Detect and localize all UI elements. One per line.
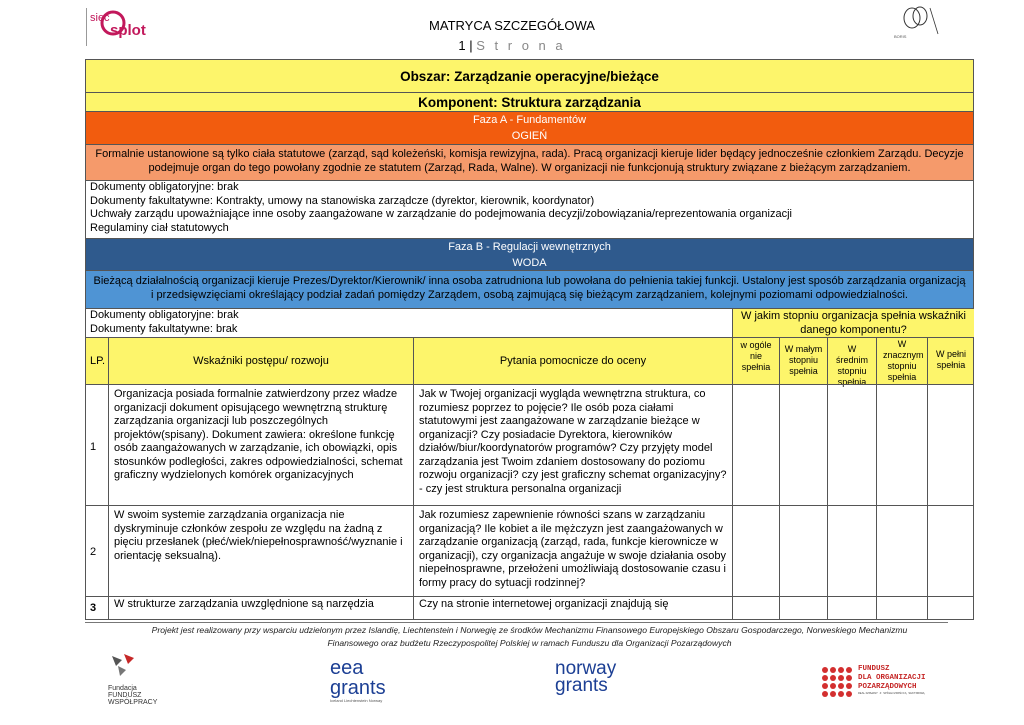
rating-cell[interactable] (732, 597, 779, 620)
row-indicator: W swoim systemie zarządzania organizacja nie dyskryminuje członków zespołu ze względu na żadną z pięciu przesłanek (płeć/wiek/niepełnosprawność/wyznanie i orientację seksualną). (108, 506, 413, 596)
phase-a-doc-line: Uchwały zarządu upoważniające inne osoby zaangażowane w zarządzanie do podejmowania decyzji/zobowiązania/reprezentowania organizacji (90, 208, 792, 220)
eea-logo-subtitle: Iceland Liechtenstein Norway (330, 698, 383, 703)
fundusz-wspolpracy-icon (108, 652, 144, 680)
rating-cell[interactable] (876, 506, 927, 596)
row-question: Czy na stronie internetowej organizacji znajdują się (413, 597, 732, 620)
column-lp: LP. (90, 355, 106, 367)
area-heading (85, 59, 974, 92)
rating-cell[interactable] (827, 597, 876, 620)
fundusz-wspolpracy-logo (108, 652, 178, 710)
fundusz-ngo-line-2: DLA ORGANIZACJI (858, 674, 926, 682)
phase-a-doc-line: Regulaminy ciał statutowych (90, 221, 229, 234)
column-indicators: Wskaźniki postępu/ rozwoju (108, 338, 413, 384)
rating-cell[interactable] (779, 597, 827, 620)
boris-logo (894, 4, 944, 44)
rating-cell[interactable] (779, 385, 827, 505)
rating-cell[interactable] (779, 506, 827, 596)
phase-b-heading (85, 238, 974, 270)
phase-a-element: OGIEŃ (511, 129, 548, 142)
fundusz-ngo-icon (820, 665, 854, 699)
row-lp: 2 (90, 546, 97, 558)
norway-logo-line-2: grants (555, 675, 608, 696)
rating-cell[interactable] (876, 597, 927, 620)
norway-logo-line-1: norway (555, 658, 617, 679)
phase-a-description: Formalnie ustanowione są tylko ciała statutowe (zarząd, sąd koleżeński, komisja rewizyjna, rada). Pracą organizacji kieruje lider będący jednocześnie członkiem Zarządu. Decyzje podejmuje organ do tego powołany zgodnie ze statutem (Zarząd, Rada, Walne). W organizacji nie funkcjonują struktury związane z bieżącym zarządzaniem. (85, 144, 974, 180)
page-label: S t r o n a (476, 38, 566, 53)
boris-logo-icon (894, 4, 944, 36)
funding-line-1: Projekt jest realizowany przy wsparciu udzielonym przez Islandię, Liechtenstein i Norwegię ze środków Mechanizmu Finansowego Europejskiego Obszaru Gospodarczego, Norweskiego Mechanizmu (151, 625, 908, 635)
rating-cell[interactable] (827, 385, 876, 505)
fundusz-ngo-line-1: FUNDUSZ (858, 665, 890, 673)
table-row (85, 596, 974, 620)
row-question: Jak w Twojej organizacji wygląda wewnętrzna struktura, co rozumiesz poprzez to pojęcie? Ile osób poza ciałami statutowymi jest zaangażowane w zarządzanie bieżące w organizacji? Czy posiadacie Dyrektora, kierowników działów/biur/koordynatorów programów? Czy przyjęty model zarządzania jest Twoim zdaniem dostosowany do poziomu rozwoju organizacji? czy jest graficzny schemat organizacyjny? - czy jest struktura personalna organizacji (413, 385, 732, 505)
row-lp: 1 (90, 441, 97, 453)
phase-b-element: WODA (512, 256, 547, 269)
phase-a-doc-line: Dokumenty obligatoryjne: brak (90, 181, 239, 193)
logo-left-top-text: sieć (90, 12, 110, 24)
logo-divider (86, 8, 87, 46)
siec-splot-logo (86, 8, 166, 46)
rating-cell[interactable] (927, 506, 974, 596)
eea-logo-line-1: eea (330, 657, 364, 679)
page-separator: | (469, 38, 473, 53)
fundusz-ngo-line-3: POZARZĄDOWYCH (858, 683, 917, 691)
phase-a-documents (85, 180, 974, 238)
table-row (85, 505, 974, 596)
logo-left-main-text: splot (110, 22, 146, 39)
fundusz-ngo-text (858, 665, 926, 696)
rating-cell[interactable] (876, 385, 927, 505)
phase-a-heading (85, 111, 974, 144)
page-number-value: 1 (458, 38, 466, 53)
phase-b-documents (90, 309, 239, 336)
fundusz-ngo-logo (820, 665, 950, 705)
boris-logo-text: BORIS (894, 34, 907, 39)
row-indicator: Organizacja posiada formalnie zatwierdzony przez władze organizacji dokument opisującego wewnętrzną strukturę zarządzania organizacji lub poszczególnych projektów(spisany). Dokument zawiera: określone funkcję osób zaangażowanych w zarządzanie, ich obowiązki, opis stosunków podległości, zakres odpowiedzialności, schemat graficzny wydzielonych komórek organizacyjnych (108, 385, 413, 505)
row-lp: 3 (90, 602, 97, 614)
row-indicator: W strukturze zarządzania uwzględnione są narzędzia (108, 597, 413, 620)
table-row (85, 384, 974, 505)
column-rating-3: W średnim stopniu spełnia (827, 338, 876, 384)
component-title: Komponent: Struktura zarządzania (418, 95, 641, 110)
area-title: Obszar: Zarządzanie operacyjne/bieżące (400, 69, 659, 84)
table-header-row (85, 337, 974, 387)
eea-grants-logo (330, 658, 390, 710)
row-question: Jak rozumiesz zapewnienie równości szans w zarządzaniu organizacją? Ile kobiet a ile mężczyzn jest zaangażowanych w zarządzanie organizacją (zarząd, rada, funkcje kierownicze w organizacji), czy organizacja angażuje w swoje działania osoby niepełnosprawne, przełożeni umożliwiają dostosowanie czasu i formy pracy do sytuacji rodzinnej? (413, 506, 732, 596)
column-rating-1: w ogóle nie spełnia (732, 338, 779, 384)
document-title: MATRYCA SZCZEGÓŁOWA (429, 18, 595, 33)
phase-b-doc-line: Dokumenty fakultatywne: brak (90, 322, 238, 335)
phase-b-doc-line: Dokumenty obligatoryjne: brak (90, 309, 239, 321)
rating-cell[interactable] (927, 385, 974, 505)
rating-cell[interactable] (927, 597, 974, 620)
fundusz-ngo-subtitle: REALIZOWANY Z SPÓŁECZNOŚCIĄ SEKTOROWĄ (858, 692, 925, 695)
column-rating-2: W małym stopniu spełnia (779, 338, 827, 384)
footer-divider (85, 622, 948, 623)
phase-b-title: Faza B - Regulacji wewnętrznych (448, 241, 611, 253)
rating-cell[interactable] (732, 385, 779, 505)
rating-question-header: W jakim stopniu organizacja spełnia wskaźniki danego komponentu? (732, 309, 974, 337)
fundusz-logo-line-1: Fundacja (108, 685, 137, 692)
fundusz-logo-line-2: FUNDUSZ WSPÓŁPRACY (108, 692, 158, 706)
phase-a-doc-line: Dokumenty fakultatywne: Kontrakty, umowy na stanowiska zarządcze (dyrektor, kierownik, koordynator) (90, 194, 595, 207)
column-questions: Pytania pomocnicze do oceny (413, 338, 732, 384)
phase-b-documents-row (85, 308, 974, 337)
component-heading (85, 92, 974, 111)
funding-statement (85, 624, 974, 650)
rating-cell[interactable] (827, 506, 876, 596)
column-rating-5: W pełni spełnia (927, 338, 974, 384)
phase-b-description: Bieżącą działalnością organizacji kieruje Prezes/Dyrektor/Kierownik/ inna osoba zatrudniona lub powołana do pełnienia takiej funkcji. Ustalony jest sposób zarządzania organizacją i przedsięwzięciami określający podział zadań pomiędzy Zarządem, osobą zajmującą się bieżącym zarządzaniem, kolejnymi poziomami odpowiedzialności. (85, 270, 974, 308)
norway-grants-logo (555, 660, 635, 700)
rating-cell[interactable] (732, 506, 779, 596)
eea-logo-line-2: grants (330, 677, 386, 699)
column-rating-4: W znacznym stopniu spełnia (876, 338, 927, 384)
funding-line-2: Finansowego oraz budżetu Rzeczypospolitej Polskiej w ramach Funduszu dla Organizacji Pozarządowych (327, 638, 732, 648)
phase-a-title: Faza A - Fundamentów (472, 114, 587, 126)
page-number (300, 38, 724, 53)
